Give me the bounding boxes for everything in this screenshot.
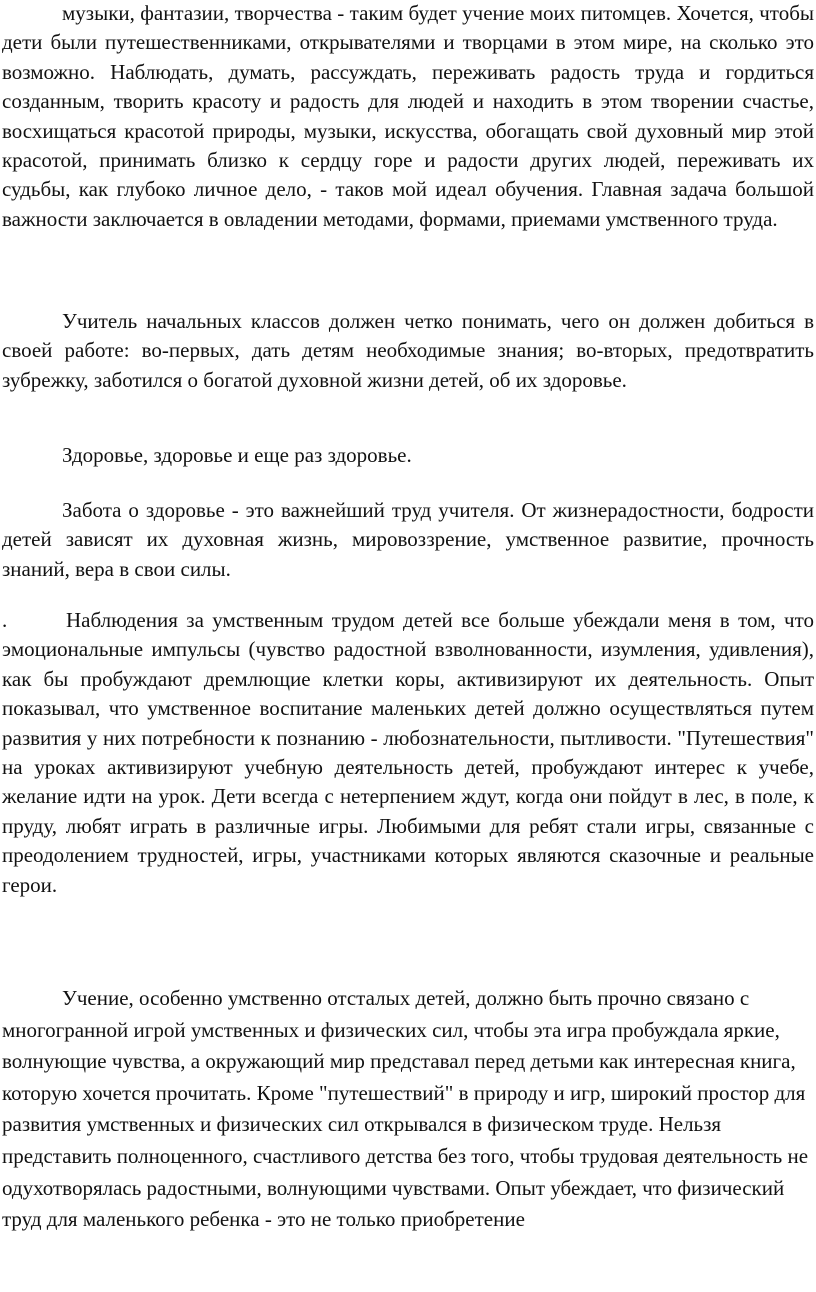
paragraph-4: Забота о здоровье - это важнейший труд учителя. От жизнерадостности, бодрости детей зависят их духовная жизнь, мировоззрение, умственное развитие, прочность знаний, вера в свои силы. bbox=[2, 498, 814, 581]
paragraph-5-lead-dot: . bbox=[2, 608, 8, 632]
paragraph-2: Учитель начальных классов должен четко понимать, чего он должен добиться в своей работе: во-первых, дать детям необходимые знания; во-вторых, предотвратить зубрежку, заботился о богатой духовной жизни детей, об их здоровье. bbox=[2, 309, 814, 392]
paragraph-6: Учение, особенно умственно отсталых детей, должно быть прочно связано с многогранной игрой умственных и физических сил, чтобы эта игра пробуждала яркие, волнующие чувства, а окружающий мир представал перед детьми как интересная книга, которую хочется прочитать. Кроме "путешествий" в природу и игр, широкий простор для развития умственных и физических сил открывался в физическом труде. Нельзя представить полноценного, счастливого детства без того, чтобы трудовая деятельность не одухотворялась радостными, волнующими чувствами. Опыт убеждает, что физический труд для маленького ребенка - это не только приобретение bbox=[2, 986, 809, 1232]
paragraph-5 bbox=[2, 606, 814, 900]
paragraph-5-text: Наблюдения за умственным трудом детей все больше убеждали меня в том, что эмоциональные импульсы (чувство радостной взволнованности, изумления, удивления), как бы пробуждают дремлющие клетки коры, активизируют их деятельность. Опыт показывал, что умственное воспитание маленьких детей должно осуществляться путем развития у них потребности к познанию - любознательности, пытливости. "Путешествия" на уроках активизируют учебную деятельность детей, пробуждают интерес к учебе, желание идти на урок. Дети всегда с нетерпением ждут, когда они пойдут в лес, в поле, к пруду, любят играть в различные игры. Любимыми для ребят стали игры, связанные с преодолением трудностей, игры, участниками которых являются сказочные и реальные герои. bbox=[2, 608, 814, 897]
paragraph-1: музыки, фантазии, творчества - таким будет учение моих питомцев. Хочется, чтобы дети были путешественниками, открывателями и творцами в этом мире, на сколько это возможно. Наблюдать, думать, рассуждать, переживать радость труда и гордиться созданным, творить красоту и радость для людей и находить в этом творении счастье, восхищаться красотой природы, музыки, искусства, обогащать свой духовный мир этой красотой, принимать близко к сердцу горе и радости других людей, переживать их судьбы, как глубоко личное дело, - таков мой идеал обучения. Главная задача большой важности заключается в овладении методами, формами, приемами умственного труда. bbox=[2, 1, 814, 231]
paragraph-3: Здоровье, здоровье и еще раз здоровье. bbox=[62, 443, 412, 467]
